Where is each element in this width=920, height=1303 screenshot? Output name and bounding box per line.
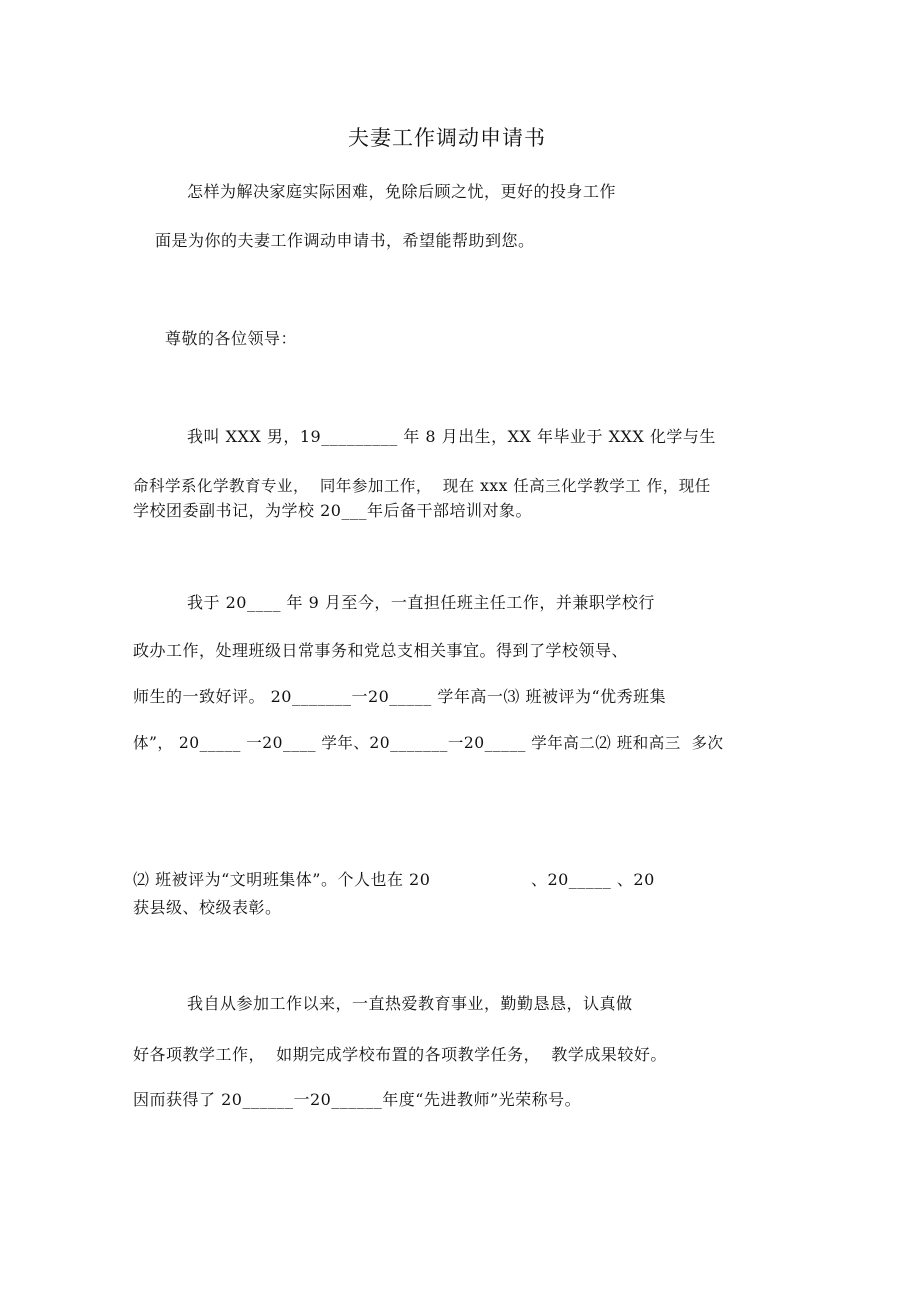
paragraph2-line-1: 我于 20____ 年 9 月至今，一直担任班主任工作，并兼职学校行 (187, 593, 655, 612)
intro-line-1: 怎样为解决家庭实际困难，免除后顾之忧，更好的投身工作 (187, 182, 617, 201)
paragraph3-line-1: ⑵ 班被评为“文明班集体”。个人也在 20 、20_____ 、20 (133, 870, 655, 889)
paragraph1-line-1: 我叫 XXX 男，19_________ 年 8 月出生，XX 年毕业于 XXX 化学与生 (187, 427, 716, 446)
paragraph4-line-3: 因而获得了 20______一20______年度“先进教师”光荣称号。 (133, 1090, 582, 1109)
paragraph1-line-3: 学校团委副书记，为学校 20___年后备干部培训对象。 (133, 501, 532, 520)
paragraph2-line-2: 政办工作，处理班级日常事务和党总支相关事宜。得到了学校领导、 (133, 641, 629, 660)
paragraph2-line-3: 师生的一致好评。 20_______一20_____ 学年高一⑶ 班被评为“优秀班集 (133, 687, 667, 706)
document-title: 夫妻工作调动申请书 (348, 126, 546, 150)
paragraph2-line-4: 体”， 20_____ 一20____ 学年、20_______一20_____ 学年高二⑵ 班和高三 多次 (133, 734, 724, 752)
intro-line-2: 面是为你的夫妻工作调动申请书，希望能帮助到您。 (155, 231, 535, 250)
paragraph1-line-2: 命科学系化学教育专业， 同年参加工作， 现在 xxx 任高三化学教学工 作，现任 (133, 477, 711, 495)
salutation: 尊敬的各位领导： (165, 329, 298, 348)
paragraph4-line-2: 好各项教学工作， 如期完成学校布置的各项教学任务， 教学成果较好。 (133, 1045, 667, 1064)
paragraph3-line-2: 获县级、校级表彰。 (133, 898, 282, 917)
paragraph4-line-1: 我自从参加工作以来，一直热爱教育事业，勤勤恳恳，认真做 (187, 994, 633, 1013)
